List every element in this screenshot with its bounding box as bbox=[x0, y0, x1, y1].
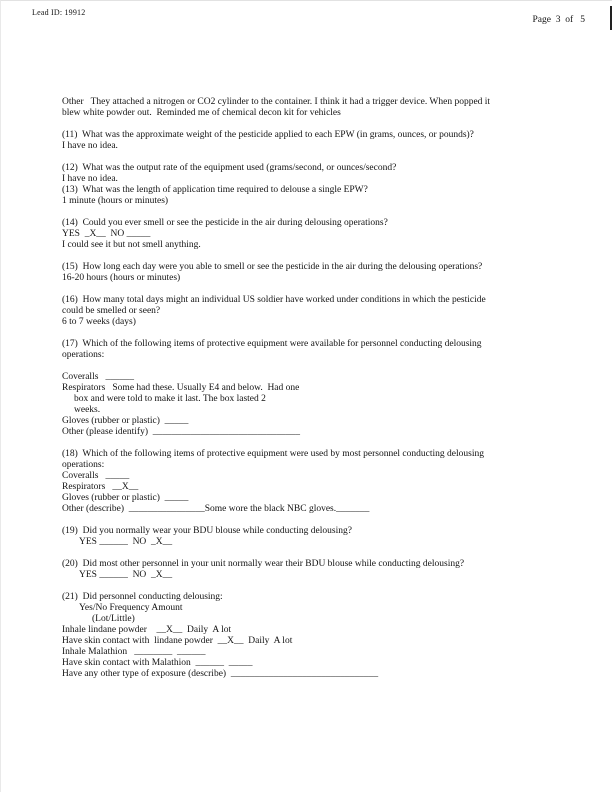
item-other-18: Other (describe) ________________Some wore the black NBC gloves._______ bbox=[62, 504, 370, 514]
question-11: (11) What was the approximate weight of the pesticide applied to each EPW (in grams, ounces, or pounds)? bbox=[62, 130, 474, 140]
question-21-row-skin-lindane: Have skin contact with lindane powder __X__ Daily A lot bbox=[62, 636, 293, 646]
item-coveralls-18: Coveralls _____ bbox=[62, 471, 130, 481]
question-21-row-inhale-lindane: Inhale lindane powder __X__ Daily A lot bbox=[62, 625, 232, 635]
item-gloves-18: Gloves (rubber or plastic) _____ bbox=[62, 493, 189, 503]
answer-15: 16-20 hours (hours or minutes) bbox=[62, 273, 181, 283]
item-respirators-17-cont-1: box and were told to make it last. The box lasted 2 bbox=[74, 394, 266, 404]
question-21-subheader: (Lot/Little) bbox=[92, 614, 135, 624]
item-coveralls-17: Coveralls ______ bbox=[62, 372, 135, 382]
question-16-line-2: could be smelled or seen? bbox=[62, 306, 161, 316]
question-18-line-2: operations: bbox=[62, 460, 105, 470]
answer-20-yesno: YES ______ NO _X__ bbox=[79, 570, 173, 580]
answer-14-yesno: YES _X__ NO _____ bbox=[62, 229, 151, 239]
answer-13: 1 minute (hours or minutes) bbox=[62, 196, 169, 206]
lead-id-label: Lead ID: 19912 bbox=[32, 8, 86, 17]
answer-14-note: I could see it but not smell anything. bbox=[62, 240, 201, 250]
note-other-line-1: Other They attached a nitrogen or CO2 cylinder to the container. I think it had a trigger device. When popped it bbox=[62, 97, 491, 107]
question-15: (15) How long each day were you able to smell or see the pesticide in the air during the delousing operations? bbox=[62, 262, 483, 272]
question-21: (21) Did personnel conducting delousing: bbox=[62, 592, 223, 602]
answer-12: I have no idea. bbox=[62, 174, 118, 184]
page-number-label: Page 3 of 5 bbox=[532, 15, 585, 25]
note-other-line-2: blew white powder out. Reminded me of chemical decon kit for vehicles bbox=[62, 108, 341, 118]
question-14: (14) Could you ever smell or see the pesticide in the air during delousing operations? bbox=[62, 218, 388, 228]
question-17-line-2: operations: bbox=[62, 350, 105, 360]
question-17-line-1: (17) Which of the following items of protective equipment were available for personnel conducting delousing bbox=[62, 339, 482, 349]
question-13: (13) What was the length of application time required to delouse a single EPW? bbox=[62, 185, 368, 195]
question-16-line-1: (16) How many total days might an individual US soldier have worked under conditions in which the pesticide bbox=[62, 295, 486, 305]
answer-19-yesno: YES ______ NO _X__ bbox=[79, 537, 173, 547]
item-gloves-17: Gloves (rubber or plastic) _____ bbox=[62, 416, 189, 426]
answer-16: 6 to 7 weeks (days) bbox=[62, 317, 136, 327]
question-21-row-inhale-malathion: Inhale Malathion ________ ______ bbox=[62, 647, 206, 657]
item-respirators-17-cont-2: weeks. bbox=[74, 405, 101, 415]
item-respirators-18: Respirators __X__ bbox=[62, 482, 139, 492]
question-21-row-other-exposure: Have any other type of exposure (describe) _______________________________ bbox=[62, 669, 379, 679]
answer-11: I have no idea. bbox=[62, 141, 118, 151]
question-21-column-header: Yes/No Frequency Amount bbox=[79, 603, 183, 613]
item-other-17: Other (please identify) _______________________________ bbox=[62, 427, 300, 437]
question-18-line-1: (18) Which of the following items of protective equipment were used by most personnel conducting delousing bbox=[62, 449, 484, 459]
item-respirators-17: Respirators Some had these. Usually E4 and below. Had one bbox=[62, 383, 300, 393]
question-19: (19) Did you normally wear your BDU blouse while conducting delousing? bbox=[62, 526, 352, 536]
question-20: (20) Did most other personnel in your unit normally wear their BDU blouse while conducting delousing? bbox=[62, 559, 465, 569]
document-body bbox=[62, 97, 567, 680]
question-12: (12) What was the output rate of the equipment used (grams/second, or ounces/second? bbox=[62, 163, 397, 173]
question-21-row-skin-malathion: Have skin contact with Malathion ______ _____ bbox=[62, 658, 253, 668]
